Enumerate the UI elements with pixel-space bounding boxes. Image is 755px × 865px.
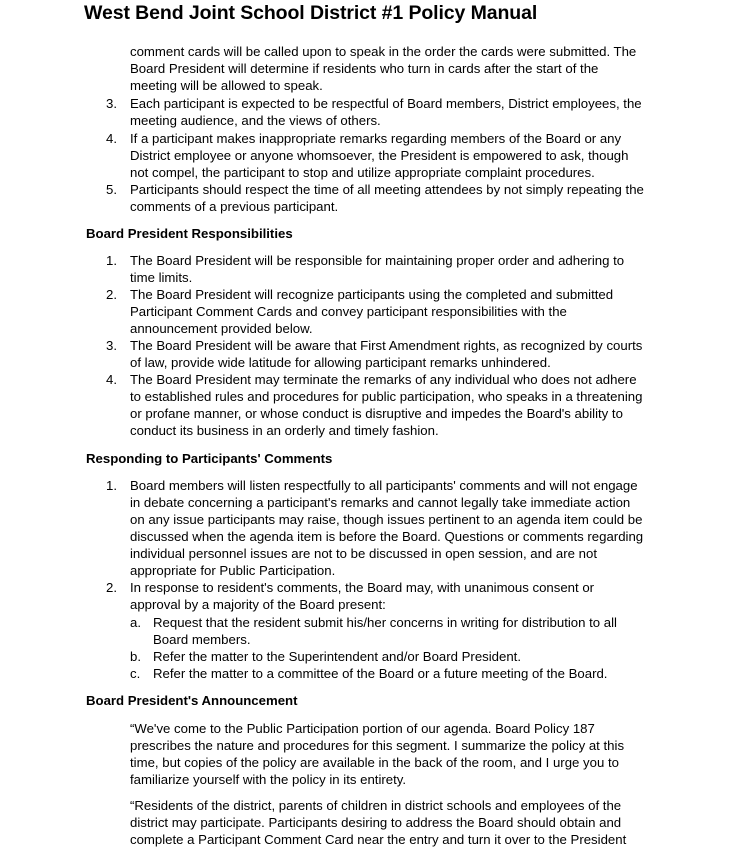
text-line: “Residents of the district, parents of children in district schools and employees of the: [130, 798, 622, 813]
text-line: Participants should respect the time of all meeting attendees by not simply repeating the: [130, 182, 644, 197]
list-number: 1.: [106, 253, 117, 268]
list-number: 2.: [106, 287, 117, 302]
text-line: in debate concerning a participant's remarks and cannot legally take immediate action: [130, 495, 631, 510]
text-line: Refer the matter to the Superintendent and/or Board President.: [153, 649, 522, 664]
text-line: familiarize yourself with the policy in its entirety.: [130, 772, 407, 787]
text-line: announcement provided below.: [130, 321, 313, 336]
text-line: The Board President will be aware that First Amendment rights, as recognized by courts: [130, 338, 643, 353]
text-line: conduct its business in an orderly and timely fashion.: [130, 423, 439, 438]
text-line: Request that the resident submit his/her concerns in writing for distribution to all: [153, 615, 617, 630]
list-number: 2.: [106, 580, 117, 595]
text-line: time limits.: [130, 270, 193, 285]
text-line: comments of a previous participant.: [130, 199, 339, 214]
list-number: 4.: [106, 131, 117, 146]
section-heading: Board President Responsibilities: [86, 226, 293, 241]
text-line: to established rules and procedures for public participation, who speaks in a threatening: [130, 389, 643, 404]
section-heading: Responding to Participants' Comments: [86, 451, 333, 466]
text-line: discussed when the agenda item is before the Board. Questions or comments regarding: [130, 529, 644, 544]
text-line: meeting audience, and the views of others.: [130, 113, 381, 128]
text-line: Board President will determine if residents who turn in cards after the start of the: [130, 61, 599, 76]
text-line: time, but copies of the policy are available in the back of the room, and I urge you to: [130, 755, 619, 770]
text-line: meeting will be allowed to speak.: [130, 78, 323, 93]
text-line: The Board President may terminate the remarks of any individual who does not adhere: [130, 372, 637, 387]
text-line: prescribes the nature and procedures for this segment. I summarize the policy at this: [130, 738, 625, 753]
page-title: West Bend Joint School District #1 Policy Manual: [84, 2, 538, 24]
text-line: The Board President will be responsible for maintaining proper order and adhering to: [130, 253, 625, 268]
list-number: 5.: [106, 182, 117, 197]
text-line: not compel, the participant to stop and utilize appropriate complaint procedures.: [130, 165, 595, 180]
text-line: If a participant makes inappropriate remarks regarding members of the Board or any: [130, 131, 622, 146]
text-line: The Board President will recognize participants using the completed and submitted: [130, 287, 614, 302]
sublist-letter: a.: [130, 615, 141, 630]
list-number: 4.: [106, 372, 117, 387]
sublist-letter: b.: [130, 649, 141, 664]
text-line: Participant Comment Cards and convey participant responsibilities with the: [130, 304, 567, 319]
sublist-letter: c.: [130, 666, 141, 681]
text-line: comment cards will be called upon to speak in the order the cards were submitted. The: [130, 44, 637, 59]
text-line: Each participant is expected to be respectful of Board members, District employees, the: [130, 96, 642, 111]
list-number: 3.: [106, 96, 117, 111]
text-line: District employee or anyone whomsoever, the President is empowered to ask, though: [130, 148, 629, 163]
text-line: Refer the matter to a committee of the Board or a future meeting of the Board.: [153, 666, 608, 681]
text-line: Board members.: [153, 632, 251, 647]
text-line: on any issue participants may raise, though issues pertinent to an agenda item could be: [130, 512, 643, 527]
text-line: district may participate. Participants desiring to address the Board should obtain and: [130, 815, 622, 830]
text-line: In response to resident's comments, the Board may, with unanimous consent or: [130, 580, 595, 595]
text-line: “We've come to the Public Participation portion of our agenda. Board Policy 187: [130, 721, 595, 736]
text-line: individual personnel issues are not to be discussed in open session, and are not: [130, 546, 597, 561]
text-line: Board members will listen respectfully to all participants' comments and will not engage: [130, 478, 638, 493]
text-line: approval by a majority of the Board present:: [130, 597, 386, 612]
text-line: or profane manner, or whose conduct is disruptive and impedes the Board's ability to: [130, 406, 623, 421]
section-heading: Board President's Announcement: [86, 693, 298, 708]
text-line: appropriate for Public Participation.: [130, 563, 336, 578]
list-number: 1.: [106, 478, 117, 493]
text-line: of law, provide wide latitude for allowing participant remarks unhindered.: [130, 355, 551, 370]
text-line: complete a Participant Comment Card near the entry and turn it over to the President: [130, 832, 627, 847]
list-number: 3.: [106, 338, 117, 353]
